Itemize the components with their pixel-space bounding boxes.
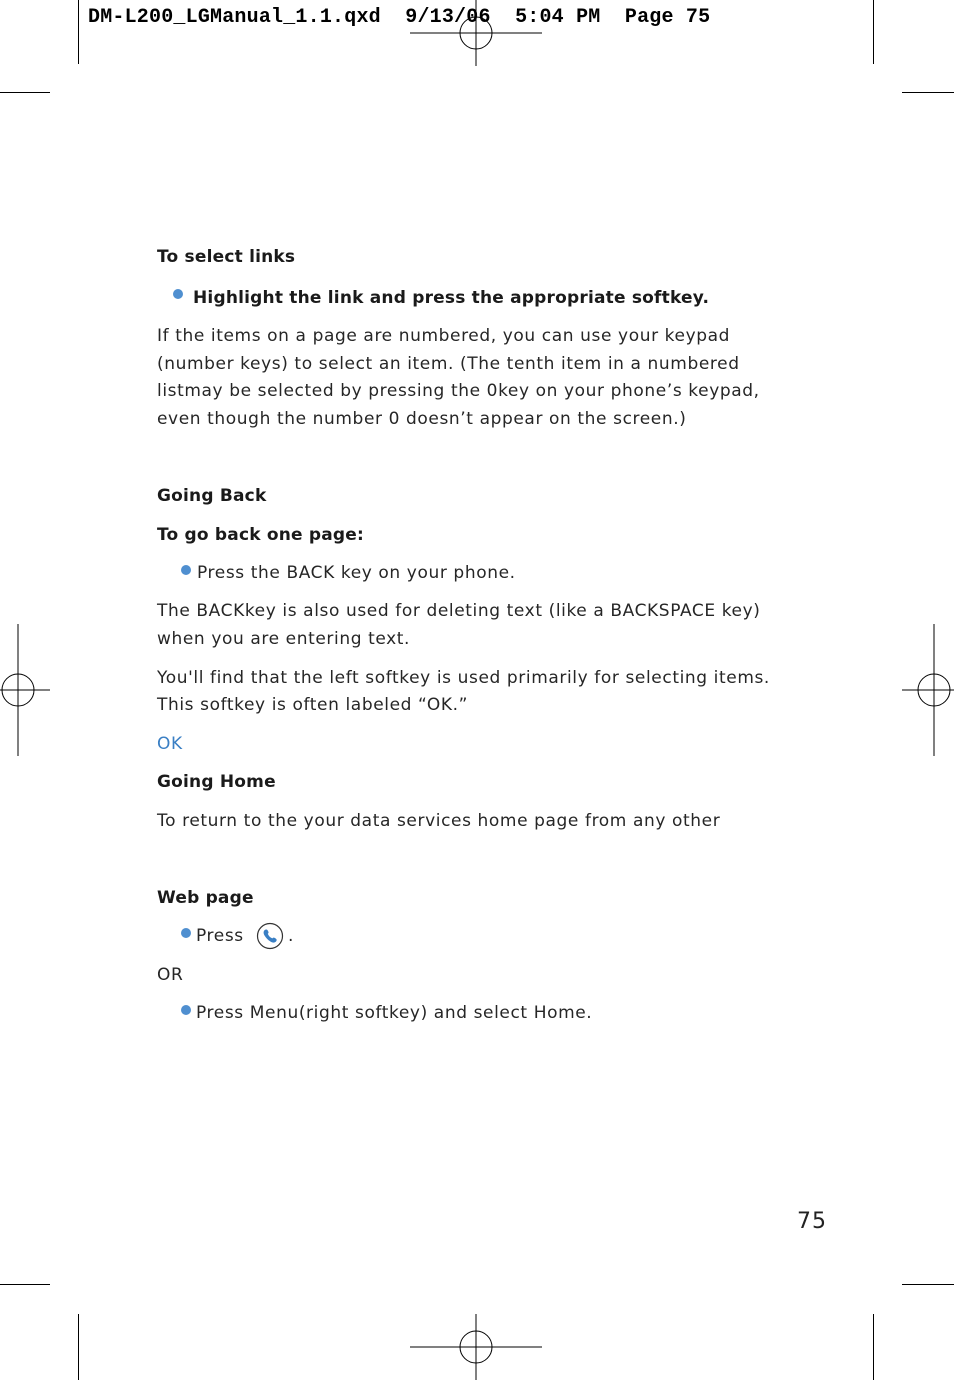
go-back-subheading: To go back one page: (157, 525, 365, 545)
select-links-paragraph-line-3: listmay be selected by pressing the 0key on your phone’s keypad, (157, 381, 760, 401)
print-slug: DM-L200_LGManual_1.1.qxd 9/13/06 5:04 PM Page 75 (88, 6, 711, 29)
phone-end-key-icon (256, 922, 284, 950)
going-back-heading: Going Back (157, 486, 267, 506)
crop-mark-bottom-right-vertical (873, 1314, 874, 1380)
select-links-bullet-text: Highlight the link and press the appropriate softkey. (193, 288, 710, 308)
bullet-icon (181, 1005, 191, 1015)
going-home-paragraph: To return to the your data services home page from any other (157, 811, 721, 831)
softkey-paragraph-line-2: This softkey is often labeled “OK.” (157, 695, 468, 715)
select-links-paragraph-line-4: even though the number 0 doesn’t appear on the screen.) (157, 409, 687, 429)
select-links-paragraph-line-2: (number keys) to select an item. (The tenth item in a numbered (157, 354, 740, 374)
bullet-icon (181, 565, 191, 575)
crop-mark-bottom-left-vertical (78, 1314, 79, 1380)
select-links-paragraph-line-1: If the items on a page are numbered, you can use your keypad (157, 326, 731, 346)
registration-mark-right (902, 624, 954, 756)
going-home-heading: Going Home (157, 772, 276, 792)
backkey-paragraph-line-2: when you are entering text. (157, 629, 411, 649)
web-page-heading: Web page (157, 888, 254, 908)
registration-mark-left (0, 624, 50, 756)
bullet-icon (173, 289, 183, 299)
press-suffix: . (288, 926, 295, 946)
softkey-paragraph-line-1: You'll find that the left softkey is used primarily for selecting items. (157, 668, 770, 688)
crop-mark-top-right-horizontal (902, 92, 954, 93)
bullet-icon (181, 928, 191, 938)
press-label: Press (196, 926, 244, 946)
crop-mark-top-left-horizontal (0, 92, 50, 93)
registration-mark-bottom (410, 1314, 542, 1380)
ok-label: OK (157, 734, 183, 754)
page-number: 75 (797, 1209, 827, 1234)
menu-bullet-text: Press Menu(right softkey) and select Home. (196, 1003, 593, 1023)
crop-mark-bottom-left-horizontal (0, 1284, 50, 1285)
select-links-heading: To select links (157, 247, 296, 267)
go-back-bullet-text: Press the BACK key on your phone. (197, 563, 516, 583)
or-label: OR (157, 965, 184, 985)
crop-mark-top-right-vertical (873, 0, 874, 64)
crop-mark-bottom-right-horizontal (902, 1284, 954, 1285)
crop-mark-top-left-vertical (78, 0, 79, 64)
backkey-paragraph-line-1: The BACKkey is also used for deleting text (like a BACKSPACE key) (157, 601, 761, 621)
registration-mark-top (410, 0, 542, 66)
